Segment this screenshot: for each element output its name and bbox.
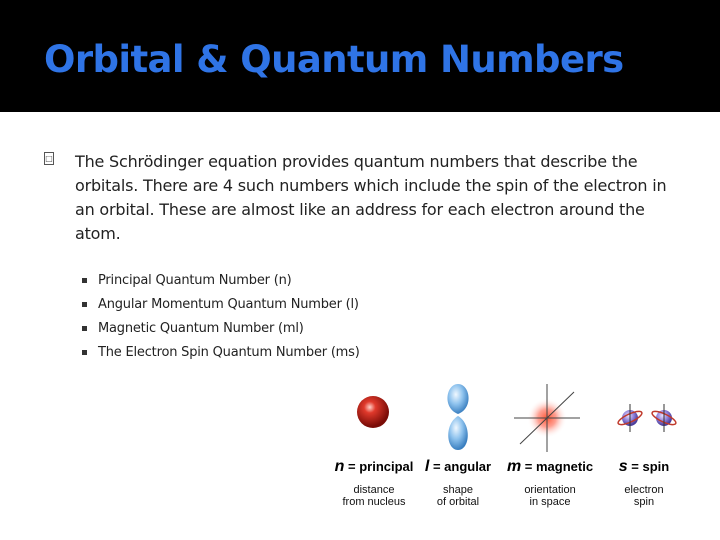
list-item: Angular Momentum Quantum Number (l) (82, 294, 360, 318)
list-item: The Electron Spin Quantum Number (ms) (82, 342, 360, 366)
spin-caption: electron spin (624, 484, 664, 508)
spin-panel (598, 378, 690, 518)
magnetic-panel (504, 378, 596, 518)
title-bar (0, 0, 720, 112)
principal-panel (328, 378, 420, 518)
principal-caption: distance from nucleus (342, 484, 406, 508)
main-bullet (44, 150, 684, 246)
sphere-orbital-icon (328, 378, 420, 458)
spin-label: s = spin (618, 458, 670, 475)
p-orbital-icon (412, 378, 504, 458)
main-paragraph: The Schrödinger equation provides quantum numbers that describe the orbitals. There are 4 such numbers which include the spin of the electron in an orbital. These are almost like an address for each electron around the atom. (75, 152, 667, 243)
angular-label: l = angular (424, 458, 492, 475)
angular-panel (412, 378, 504, 518)
principal-label: n = principal (334, 458, 414, 475)
slide-title: Orbital & Quantum Numbers (44, 38, 624, 81)
magnetic-label: m = magnetic (506, 458, 594, 475)
quantum-number-list (82, 270, 360, 366)
angular-caption: shape of orbital (436, 484, 480, 508)
bullet-box-icon: □ (45, 154, 53, 163)
electron-spin-icon (598, 378, 690, 458)
magnetic-caption: orientation in space (524, 484, 576, 508)
list-item: Magnetic Quantum Number (ml) (82, 318, 360, 342)
list-item: Principal Quantum Number (n) (82, 270, 360, 294)
axes-orientation-icon (504, 378, 596, 458)
quantum-numbers-figure (328, 378, 678, 518)
